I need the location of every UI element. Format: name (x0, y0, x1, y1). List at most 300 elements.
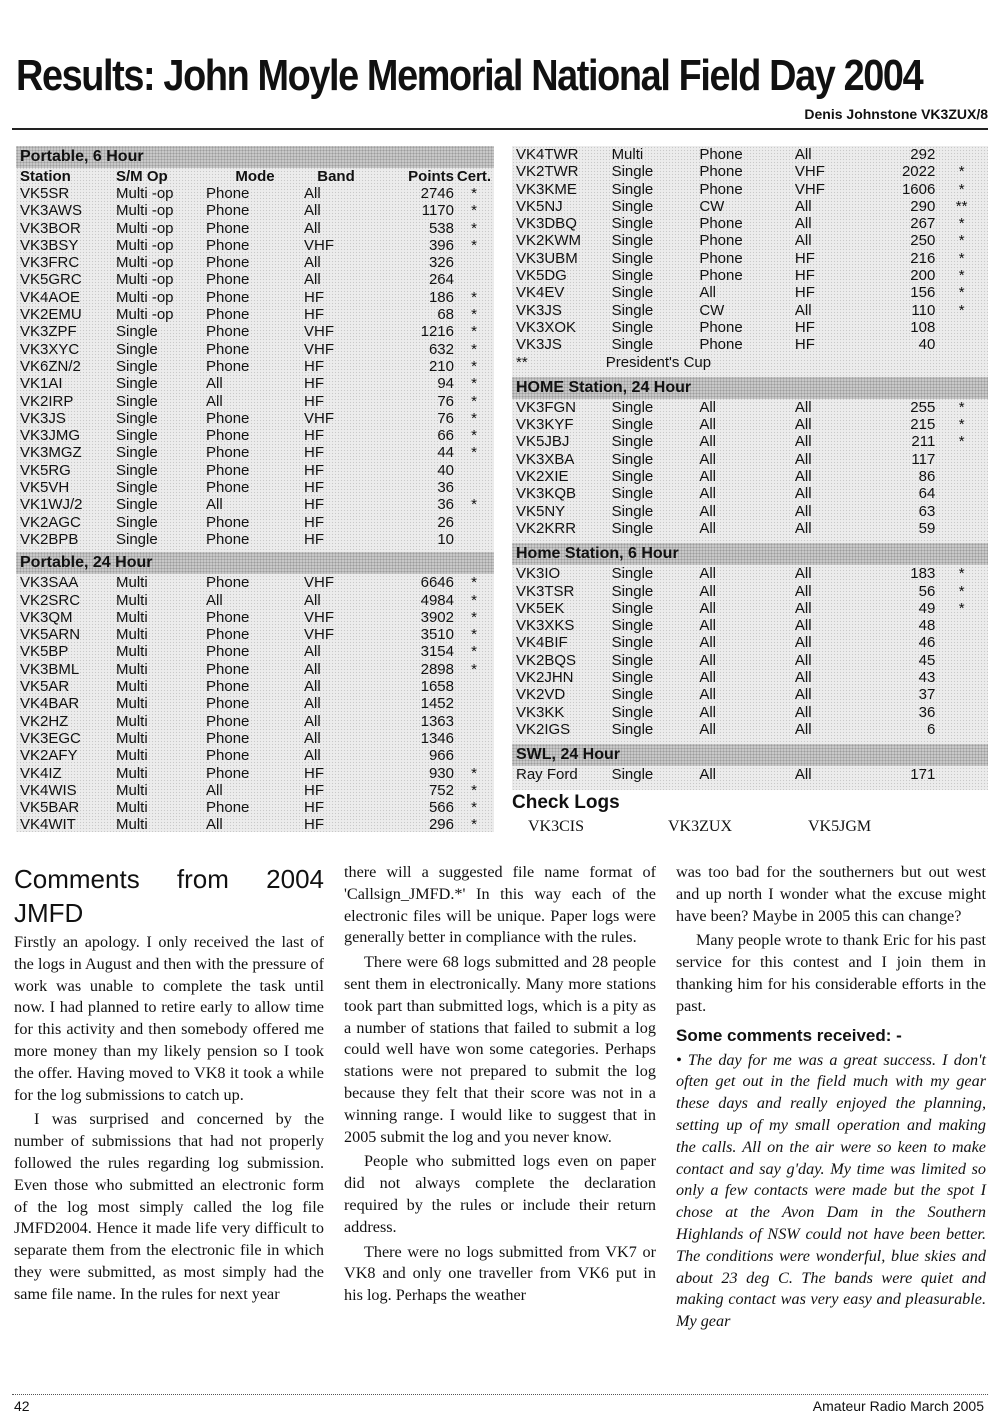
band-cell: All (794, 720, 812, 738)
table-row (16, 747, 494, 764)
table-row (16, 254, 494, 271)
points-cell: 64 (918, 485, 936, 503)
band-cell: All (794, 215, 812, 233)
station-cell: VK5SR (20, 185, 70, 202)
mode-cell: CW (699, 301, 725, 319)
station-cell: VK2EMU (20, 306, 82, 324)
mode-cell: All (699, 502, 716, 520)
points-cell: 63 (918, 502, 936, 520)
station-cell: VK2JHN (516, 669, 574, 687)
mode-cell: Phone (206, 288, 250, 306)
cert-cell: * (958, 284, 965, 302)
band-cell: VHF (304, 574, 334, 592)
cert-cell: * (471, 288, 477, 306)
cert-cell: ** (955, 197, 968, 215)
check-logs-title: Check Logs (512, 792, 620, 813)
footer-rule (12, 1394, 988, 1395)
check-log-call: VK3CIS (528, 818, 585, 835)
band-cell: HF (794, 267, 815, 285)
table-row (16, 782, 494, 799)
table-row (16, 427, 494, 444)
points-cell: 48 (918, 617, 936, 635)
table-row (512, 433, 988, 450)
cert-cell: * (471, 185, 477, 202)
table-row (16, 185, 494, 202)
points-cell: 930 (428, 764, 454, 782)
station-cell: VK3KME (516, 180, 577, 198)
sm-op-cell: Single (611, 720, 654, 738)
table-row (16, 592, 494, 609)
points-cell: 250 (910, 232, 936, 250)
table-row (16, 289, 494, 306)
station-cell: VK3KYF (516, 416, 574, 434)
table-row (16, 496, 494, 513)
points-cell: 49 (918, 599, 936, 617)
band-cell: All (794, 416, 812, 434)
points-cell: 752 (428, 781, 454, 799)
sm-op-cell: Multi (116, 678, 148, 696)
band-cell: HF (794, 284, 815, 302)
points-cell: 68 (437, 306, 454, 324)
mode-cell: Phone (206, 185, 250, 202)
band-cell: All (794, 565, 812, 583)
magazine-footer: Amateur Radio March 2005 (812, 1398, 984, 1414)
sm-op-cell: Multi (116, 660, 148, 678)
mode-cell: Phone (699, 318, 743, 336)
table-row (16, 271, 494, 288)
mode-cell: All (699, 416, 716, 434)
band-cell: HF (304, 513, 324, 531)
station-cell: VK3ZPF (20, 323, 77, 341)
station-cell: VK2KRR (516, 519, 577, 537)
mode-cell: All (699, 766, 716, 784)
points-cell: 4984 (420, 591, 454, 609)
points-cell: 6 (926, 720, 936, 738)
article-column-1 (14, 862, 324, 1306)
points-cell: 76 (437, 392, 454, 410)
points-cell: 210 (428, 357, 454, 375)
station-cell: VK4BIF (516, 634, 568, 652)
station-cell: VK3TSR (516, 582, 575, 600)
header-station: Station (20, 168, 71, 185)
table-row (512, 565, 988, 582)
cert-cell: * (471, 626, 477, 644)
table-row (16, 514, 494, 531)
band-cell: VHF (794, 163, 825, 181)
band-cell: VHF (304, 236, 334, 254)
table-row (512, 617, 988, 634)
table-row (512, 267, 988, 284)
station-cell: VK2KWM (516, 232, 582, 250)
sm-op-cell: Single (611, 519, 654, 537)
sm-op-cell: Single (611, 301, 654, 319)
band-cell: VHF (304, 608, 334, 626)
sm-op-cell: Single (611, 703, 654, 721)
band-cell: VHF (304, 409, 334, 427)
table-row (512, 721, 988, 738)
cert-cell: * (958, 582, 965, 600)
title-rule (12, 128, 988, 130)
station-cell: VK3EGC (20, 729, 81, 747)
station-cell: VK5VH (20, 479, 70, 497)
points-cell: 86 (918, 468, 936, 486)
sm-op-cell: Single (611, 651, 654, 669)
points-cell: 36 (918, 703, 936, 721)
mode-cell: All (699, 485, 716, 503)
table-row (512, 198, 988, 215)
section-rows (512, 766, 988, 783)
mode-cell: Phone (206, 357, 250, 375)
band-cell: All (794, 485, 812, 503)
band-cell: All (304, 660, 321, 678)
cert-cell: * (958, 433, 965, 451)
sm-op-cell: Multi -op (116, 202, 174, 220)
band-cell: HF (304, 357, 324, 375)
table-row (16, 799, 494, 816)
table-row (16, 678, 494, 695)
paragraph: People who submitted logs even on paper did not always complete the declaration required by the rules or include their return address. (344, 1152, 656, 1236)
station-cell: VK4IZ (20, 764, 62, 782)
sm-op-cell: Single (611, 398, 654, 416)
table-row (512, 634, 988, 651)
mode-cell: All (699, 651, 716, 669)
station-cell: VK3DBQ (516, 215, 577, 233)
table-row (16, 220, 494, 237)
mode-cell: Phone (206, 271, 250, 289)
points-cell: 1606 (901, 180, 936, 198)
header-band: Band (317, 168, 355, 185)
band-cell: All (794, 582, 812, 600)
cert-cell: * (958, 215, 965, 233)
cert-cell: * (471, 816, 477, 834)
mode-cell: Phone (206, 461, 250, 479)
table-row (16, 695, 494, 712)
sm-op-cell: Single (611, 232, 654, 250)
points-cell: 3510 (420, 626, 454, 644)
page-title: Results: John Moyle Memorial National Field Day 2004 (16, 51, 923, 100)
table-row (512, 336, 988, 353)
mode-cell: Phone (699, 336, 743, 354)
band-cell: All (794, 634, 812, 652)
band-cell: All (304, 271, 321, 289)
band-cell: All (794, 669, 812, 687)
band-cell: HF (304, 530, 324, 548)
mode-cell: Phone (206, 530, 250, 548)
station-cell: VK3AWS (20, 202, 82, 220)
cert-cell: * (958, 163, 965, 181)
points-cell: 43 (918, 669, 936, 687)
points-cell: 632 (428, 340, 454, 358)
points-cell: 1346 (420, 729, 454, 747)
table-row (16, 202, 494, 219)
points-cell: 326 (428, 254, 454, 272)
table-header (16, 168, 494, 185)
sm-op-cell: Single (611, 416, 654, 434)
cert-cell (935, 652, 988, 669)
table-row (512, 503, 988, 520)
points-cell: 40 (918, 336, 936, 354)
points-cell: 36 (437, 479, 454, 497)
table-row (16, 323, 494, 340)
table-row (16, 393, 494, 410)
band-cell: All (304, 202, 321, 220)
sm-op-cell: Multi (116, 591, 148, 609)
cert-cell: * (471, 643, 477, 661)
cert-cell: * (958, 398, 965, 416)
station-cell: VK5AR (20, 678, 70, 696)
mode-cell: All (699, 703, 716, 721)
sm-op-cell: Multi -op (116, 271, 174, 289)
section-rows (16, 574, 494, 833)
sm-op-cell: Single (611, 485, 654, 503)
sm-op-cell: Single (611, 686, 654, 704)
band-cell: HF (304, 816, 324, 834)
mode-cell: Phone (206, 574, 250, 592)
sm-op-cell: Single (116, 323, 158, 341)
section-rows (16, 185, 494, 548)
station-cell: VK3QM (20, 608, 73, 626)
table-row (16, 661, 494, 678)
station-cell: VK2BQS (516, 651, 577, 669)
points-cell: 1170 (421, 202, 454, 220)
station-cell: VK3XOK (516, 318, 577, 336)
points-cell: 46 (918, 634, 936, 652)
table-note (512, 354, 988, 371)
cert-cell (935, 704, 988, 721)
sm-op-cell: Single (611, 599, 654, 617)
station-cell: VK3JS (20, 409, 66, 427)
cert-cell: * (471, 496, 477, 514)
cert-cell: * (471, 375, 477, 393)
points-cell: 76 (437, 409, 454, 427)
cert-cell (454, 271, 494, 288)
points-cell: 216 (910, 249, 936, 267)
sm-op-cell: Multi (116, 781, 148, 799)
table-row (16, 237, 494, 254)
points-cell: 26 (437, 513, 454, 531)
cert-cell: * (958, 232, 965, 250)
mode-cell: All (699, 686, 716, 704)
station-cell: VK2XIE (516, 468, 569, 486)
sm-op-cell: Single (611, 502, 654, 520)
table-row (16, 574, 494, 591)
mode-cell: Phone (206, 764, 250, 782)
sm-op-cell: Multi -op (116, 254, 174, 272)
sm-op-cell: Multi (116, 626, 148, 644)
section-rows (512, 565, 988, 738)
station-cell: VK2IRP (20, 392, 74, 410)
table-row (512, 669, 988, 686)
station-cell: VK4BAR (20, 695, 80, 713)
table-row (512, 399, 988, 416)
station-cell: VK3FGN (516, 398, 577, 416)
cert-cell: * (958, 301, 965, 319)
cert-cell (935, 319, 988, 336)
band-cell: All (304, 643, 321, 661)
mode-cell: All (699, 617, 716, 635)
band-cell: All (304, 712, 321, 730)
mode-cell: Phone (206, 219, 250, 237)
table-row (512, 302, 988, 319)
table-row (16, 479, 494, 496)
table-row (16, 410, 494, 427)
sm-op-cell: Multi (116, 764, 148, 782)
station-cell: VK3KK (516, 703, 565, 721)
station-cell: Ray Ford (516, 766, 578, 784)
points-cell: 186 (428, 288, 454, 306)
band-cell: All (304, 678, 321, 696)
sm-op-cell: Single (611, 617, 654, 635)
mode-cell: Phone (699, 215, 743, 233)
mode-cell: All (206, 591, 223, 609)
station-cell: VK3XYC (20, 340, 80, 358)
mode-cell: Phone (699, 232, 743, 250)
band-cell: VHF (304, 323, 334, 341)
table-row (16, 730, 494, 747)
sm-op-cell: Multi (116, 747, 148, 765)
cert-cell: * (471, 574, 477, 592)
points-cell: 267 (910, 215, 936, 233)
cert-cell: * (471, 236, 477, 254)
band-cell: All (794, 450, 812, 468)
cert-cell: * (471, 340, 477, 358)
paragraph: was too bad for the southerners but out west and up north I wonder what the excuse might have been? Maybe in 2005 this can change? (676, 863, 986, 925)
band-cell: All (304, 219, 321, 237)
sm-op-cell: Single (116, 340, 158, 358)
table-row (16, 713, 494, 730)
station-cell: VK2HZ (20, 712, 69, 730)
table-row (512, 485, 988, 502)
station-cell: VK3XKS (516, 617, 575, 635)
points-cell: 40 (437, 461, 454, 479)
table-row (512, 686, 988, 703)
mode-cell: Phone (206, 427, 250, 445)
table-row (16, 375, 494, 392)
points-cell: 37 (918, 686, 936, 704)
mode-cell: All (699, 468, 716, 486)
article-title: Comments from 2004 JMFD (14, 864, 324, 928)
points-cell: 290 (910, 197, 936, 215)
band-cell: All (794, 651, 812, 669)
band-cell: HF (304, 496, 324, 514)
sm-op-cell: Single (611, 215, 654, 233)
points-cell: 59 (918, 519, 936, 537)
station-cell: VK2TWR (516, 163, 579, 181)
table-row (16, 765, 494, 782)
table-row (512, 146, 988, 163)
table-row (16, 816, 494, 833)
station-cell: VK3JS (516, 336, 562, 354)
cert-cell (935, 721, 988, 738)
mode-cell: Phone (699, 249, 743, 267)
mode-cell: Phone (206, 660, 250, 678)
mode-cell: All (699, 519, 716, 537)
check-logs-list (528, 818, 948, 836)
sm-op-cell: Single (611, 249, 654, 267)
station-cell: VK2IGS (516, 720, 571, 738)
sm-op-cell: Multi (116, 574, 148, 592)
band-cell: All (794, 468, 812, 486)
mode-cell: All (206, 392, 223, 410)
cert-cell (935, 146, 988, 163)
table-row (16, 609, 494, 626)
sm-op-cell: Multi (116, 712, 148, 730)
sm-op-cell: Multi (116, 643, 148, 661)
sm-op-cell: Single (611, 634, 654, 652)
cert-cell (935, 669, 988, 686)
mode-cell: Phone (206, 626, 250, 644)
band-cell: All (304, 254, 321, 272)
band-cell: HF (304, 306, 324, 324)
sm-op-cell: Multi (116, 695, 148, 713)
band-cell: All (304, 747, 321, 765)
table-row (512, 520, 988, 537)
sm-op-cell: Single (611, 669, 654, 687)
section-title: SWL, 24 Hour (512, 744, 988, 766)
mode-cell: Phone (206, 608, 250, 626)
table-row (512, 468, 988, 485)
cert-cell: * (958, 267, 965, 285)
mode-cell: All (206, 781, 223, 799)
mode-cell: CW (699, 197, 725, 215)
mode-cell: All (206, 816, 223, 834)
table-row (16, 462, 494, 479)
mode-cell: All (699, 634, 716, 652)
cert-cell: * (471, 392, 477, 410)
points-cell: 36 (437, 496, 454, 514)
cert-cell (454, 479, 494, 496)
station-cell: VK5DG (516, 267, 567, 285)
mode-cell: Phone (206, 444, 250, 462)
station-cell: VK2BPB (20, 530, 79, 548)
note-mark: ** (516, 353, 528, 371)
sm-op-cell: Single (611, 163, 654, 181)
points-cell: 6646 (420, 574, 454, 592)
mode-cell: Phone (206, 409, 250, 427)
header-points: Points (408, 168, 454, 185)
sm-op-cell: Single (611, 267, 654, 285)
section-title: Home Station, 6 Hour (512, 543, 988, 565)
mode-cell: Phone (206, 236, 250, 254)
paragraph: There were no logs submitted from VK7 or VK8 and only one traveller from VK6 put in his log. Perhaps the weather (344, 1242, 656, 1305)
table-row (16, 626, 494, 643)
cert-cell (935, 485, 988, 502)
table-row (512, 284, 988, 301)
band-cell: HF (304, 479, 324, 497)
mode-cell: All (699, 582, 716, 600)
article-column-2 (344, 862, 656, 1307)
sm-op-cell: Single (611, 582, 654, 600)
cert-cell: * (471, 357, 477, 375)
cert-cell: * (471, 764, 477, 782)
mode-cell: Phone (206, 340, 250, 358)
sm-op-cell: Multi -op (116, 185, 174, 202)
table-row (16, 444, 494, 461)
check-log-call: VK5JGM (808, 818, 872, 835)
station-cell: VK3BML (20, 660, 80, 678)
station-cell: VK3IO (516, 565, 561, 583)
station-cell: VK3BOR (20, 219, 81, 237)
note-text: President's Cup (605, 353, 712, 371)
mode-cell: Phone (206, 695, 250, 713)
cert-cell: * (471, 444, 477, 462)
cert-cell (454, 514, 494, 531)
sm-op-cell: Single (116, 427, 158, 445)
band-cell: All (304, 185, 321, 202)
mode-cell: Phone (206, 513, 250, 531)
sm-op-cell: Single (611, 766, 654, 784)
mode-cell: All (699, 398, 716, 416)
